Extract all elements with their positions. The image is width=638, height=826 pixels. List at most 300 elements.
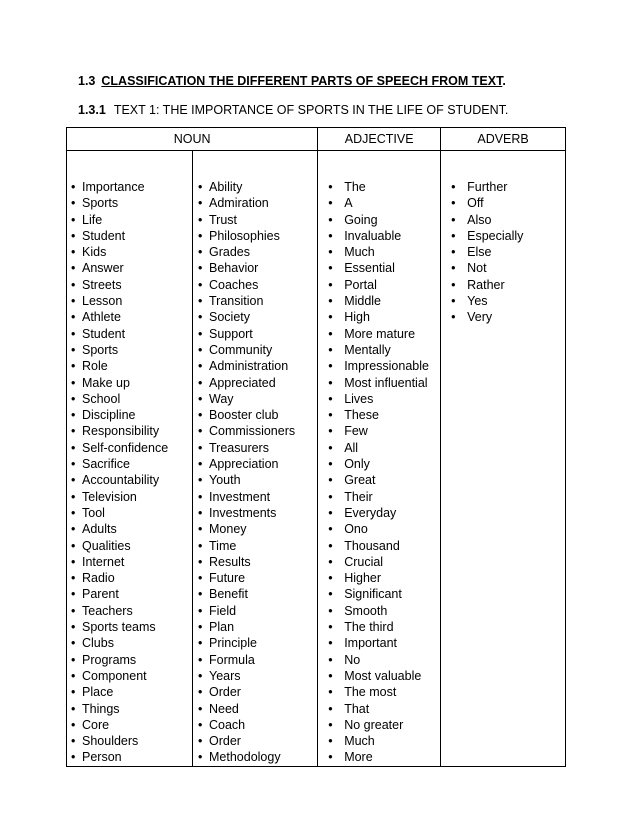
section-number: 1.3 xyxy=(78,74,96,88)
noun-item xyxy=(71,603,168,619)
noun-item-text: Order xyxy=(209,685,241,700)
bullet-icon: • xyxy=(328,277,333,292)
noun-item xyxy=(71,277,168,293)
noun-item-text: Kids xyxy=(82,245,107,260)
bullet-icon: • xyxy=(328,652,333,667)
noun-item-text: Administration xyxy=(209,359,289,374)
adjective-item xyxy=(328,538,440,554)
bullet-icon: • xyxy=(71,440,76,455)
adjective-item-text: These xyxy=(344,408,379,423)
noun-item xyxy=(198,179,295,195)
bullet-icon: • xyxy=(198,326,203,341)
noun-item xyxy=(198,652,295,668)
noun-item xyxy=(71,749,168,765)
noun-item xyxy=(198,358,295,374)
bullet-icon: • xyxy=(198,310,203,325)
adverb-item-text: Not xyxy=(467,261,487,276)
noun-item-text: Clubs xyxy=(82,636,114,651)
noun-item-text: Responsibility xyxy=(82,424,160,439)
bullet-icon: • xyxy=(328,440,333,455)
table-body-row xyxy=(67,151,566,767)
noun-list-1 xyxy=(71,179,168,766)
noun-item-text: Importance xyxy=(82,180,145,194)
bullet-icon: • xyxy=(71,620,76,635)
adjective-item-text: Middle xyxy=(344,294,382,309)
adjective-item xyxy=(328,619,440,635)
adjective-item xyxy=(328,603,440,619)
noun-item-text: Trust xyxy=(209,212,238,227)
adverb-item-text: Off xyxy=(467,196,484,211)
adjective-item xyxy=(328,375,440,391)
adjective-item xyxy=(328,358,440,374)
noun-item xyxy=(71,326,168,342)
noun-item xyxy=(198,701,295,717)
bullet-icon: • xyxy=(71,408,76,423)
bullet-icon: • xyxy=(71,668,76,683)
noun-item-text: Person xyxy=(82,750,122,765)
noun-item-text: Internet xyxy=(82,554,125,569)
noun-item-text: Appreciation xyxy=(209,457,279,472)
noun-item-text: Coach xyxy=(209,717,246,732)
parts-of-speech-table xyxy=(66,127,566,767)
header-adverb: ADVERB xyxy=(441,128,566,151)
bullet-icon: • xyxy=(198,457,203,472)
noun-item xyxy=(198,407,295,423)
noun-item-text: Years xyxy=(209,668,241,683)
noun-item xyxy=(198,391,295,407)
noun-item-text: Philosophies xyxy=(209,228,280,243)
adjective-item-text: Most influential xyxy=(344,375,428,390)
bullet-icon: • xyxy=(198,571,203,586)
noun-item-text: Athlete xyxy=(82,310,121,325)
noun-item-text: Component xyxy=(82,668,147,683)
section-title: CLASSIFICATION THE DIFFERENT PARTS OF SPEECH FROM TEXT xyxy=(101,74,503,88)
bullet-icon: • xyxy=(328,587,333,602)
bullet-icon: • xyxy=(71,603,76,618)
bullet-icon: • xyxy=(71,359,76,374)
noun-item-text: Community xyxy=(209,342,273,357)
noun-item xyxy=(198,277,295,293)
adjective-item-text: High xyxy=(344,310,370,325)
bullet-icon: • xyxy=(328,668,333,683)
noun-item-text: Self-confidence xyxy=(82,440,169,455)
noun-item-text: Sports teams xyxy=(82,620,156,635)
bullet-icon: • xyxy=(198,245,203,260)
bullet-icon: • xyxy=(328,620,333,635)
bullet-icon: • xyxy=(451,196,456,211)
adverb-cell xyxy=(441,151,566,767)
adjective-item xyxy=(328,228,440,244)
bullet-icon: • xyxy=(71,522,76,537)
adjective-item-text: Thousand xyxy=(344,538,400,553)
adverb-item-text: Especially xyxy=(467,228,524,243)
noun-item-text: Investments xyxy=(209,505,277,520)
bullet-icon: • xyxy=(198,294,203,309)
adverb-item xyxy=(451,212,565,228)
noun-item xyxy=(198,586,295,602)
bullet-icon: • xyxy=(198,505,203,520)
bullet-icon: • xyxy=(198,342,203,357)
noun-item xyxy=(71,701,168,717)
adjective-item xyxy=(328,195,440,211)
noun-item xyxy=(198,423,295,439)
bullet-icon: • xyxy=(71,489,76,504)
noun-item-text: Transition xyxy=(209,294,264,309)
bullet-icon: • xyxy=(71,636,76,651)
noun-item-text: Discipline xyxy=(82,408,136,423)
noun-item xyxy=(71,407,168,423)
header-noun: NOUN xyxy=(67,128,318,151)
noun-column-divider xyxy=(192,151,193,766)
bullet-icon: • xyxy=(198,701,203,716)
subsection-number: 1.3.1 xyxy=(78,103,106,117)
noun-item xyxy=(71,652,168,668)
bullet-icon: • xyxy=(328,261,333,276)
adverb-item-text: Further xyxy=(467,180,508,194)
bullet-icon: • xyxy=(198,734,203,749)
noun-item xyxy=(71,554,168,570)
bullet-icon: • xyxy=(71,277,76,292)
noun-item xyxy=(198,260,295,276)
noun-item xyxy=(198,342,295,358)
noun-item-text: Booster club xyxy=(209,408,279,423)
noun-item xyxy=(198,570,295,586)
adjective-item xyxy=(328,391,440,407)
bullet-icon: • xyxy=(328,212,333,227)
adjective-item xyxy=(328,733,440,749)
adverb-item xyxy=(451,309,565,325)
bullet-icon: • xyxy=(71,245,76,260)
noun-item xyxy=(198,472,295,488)
noun-item xyxy=(198,456,295,472)
bullet-icon: • xyxy=(71,652,76,667)
noun-item-text: Coaches xyxy=(209,277,259,292)
adjective-item-text: No xyxy=(344,652,361,667)
bullet-icon: • xyxy=(328,636,333,651)
bullet-icon: • xyxy=(198,359,203,374)
bullet-icon: • xyxy=(198,180,203,194)
bullet-icon: • xyxy=(328,375,333,390)
adjective-item-text: Most valuable xyxy=(344,668,422,683)
noun-item xyxy=(71,489,168,505)
bullet-icon: • xyxy=(71,212,76,227)
adjective-item-text: More mature xyxy=(344,326,416,341)
adverb-item-text: Rather xyxy=(467,277,505,292)
adjective-item-text: Portal xyxy=(344,277,377,292)
adjective-item xyxy=(328,342,440,358)
bullet-icon: • xyxy=(328,473,333,488)
adjective-item xyxy=(328,586,440,602)
noun-item-text: Qualities xyxy=(82,538,131,553)
adverb-item xyxy=(451,277,565,293)
noun-item xyxy=(71,244,168,260)
noun-item xyxy=(198,635,295,651)
bullet-icon: • xyxy=(71,554,76,569)
bullet-icon: • xyxy=(328,538,333,553)
adjective-item-text: The xyxy=(344,180,366,194)
bullet-icon: • xyxy=(328,750,333,765)
noun-item-text: Tool xyxy=(82,505,105,520)
adjective-item-text: No greater xyxy=(344,717,404,732)
noun-item-text: Field xyxy=(209,603,237,618)
noun-item xyxy=(198,244,295,260)
noun-item-text: Admiration xyxy=(209,196,269,211)
adjective-item-text: Going xyxy=(344,212,378,227)
bullet-icon: • xyxy=(198,261,203,276)
adjective-item-text: Significant xyxy=(344,587,402,602)
noun-item xyxy=(71,260,168,276)
bullet-icon: • xyxy=(328,408,333,423)
adverb-item xyxy=(451,195,565,211)
adjective-item xyxy=(328,749,440,765)
adjective-list xyxy=(318,179,440,766)
noun-list-2 xyxy=(198,179,295,766)
bullet-icon: • xyxy=(71,424,76,439)
noun-item-text: Ability xyxy=(209,180,243,194)
noun-item xyxy=(198,538,295,554)
noun-item xyxy=(71,586,168,602)
bullet-icon: • xyxy=(328,522,333,537)
bullet-icon: • xyxy=(198,636,203,651)
bullet-icon: • xyxy=(451,212,456,227)
bullet-icon: • xyxy=(328,489,333,504)
adjective-item-text: That xyxy=(344,701,370,716)
noun-item xyxy=(198,489,295,505)
noun-item xyxy=(198,309,295,325)
bullet-icon: • xyxy=(71,294,76,309)
noun-item-text: Radio xyxy=(82,571,115,586)
bullet-icon: • xyxy=(71,750,76,765)
bullet-icon: • xyxy=(451,277,456,292)
noun-item xyxy=(71,717,168,733)
noun-item xyxy=(71,195,168,211)
adjective-item xyxy=(328,423,440,439)
adjective-item xyxy=(328,309,440,325)
bullet-icon: • xyxy=(328,359,333,374)
adjective-item-text: Everyday xyxy=(344,505,397,520)
bullet-icon: • xyxy=(71,685,76,700)
bullet-icon: • xyxy=(328,180,333,194)
noun-item xyxy=(71,521,168,537)
noun-item-text: Sports xyxy=(82,196,119,211)
noun-item xyxy=(71,179,168,195)
adjective-item-text: Much xyxy=(344,734,375,749)
adjective-item-text: More xyxy=(344,750,373,765)
noun-item-text: Future xyxy=(209,571,246,586)
noun-item xyxy=(71,423,168,439)
bullet-icon: • xyxy=(198,554,203,569)
adjective-item xyxy=(328,293,440,309)
bullet-icon: • xyxy=(198,277,203,292)
noun-item xyxy=(71,456,168,472)
noun-item xyxy=(71,293,168,309)
noun-item-text: Time xyxy=(209,538,237,553)
noun-item-text: Results xyxy=(209,554,251,569)
adjective-item xyxy=(328,554,440,570)
bullet-icon: • xyxy=(198,652,203,667)
noun-item-text: Money xyxy=(209,522,247,537)
adjective-item xyxy=(328,652,440,668)
adjective-item xyxy=(328,505,440,521)
noun-item-text: Appreciated xyxy=(209,375,276,390)
adjective-item xyxy=(328,212,440,228)
adjective-item-text: Few xyxy=(344,424,368,439)
adjective-item-text: Their xyxy=(344,489,373,504)
noun-item xyxy=(71,440,168,456)
noun-item-text: Programs xyxy=(82,652,137,667)
noun-item xyxy=(198,619,295,635)
noun-item xyxy=(71,358,168,374)
bullet-icon: • xyxy=(198,685,203,700)
noun-item-text: Support xyxy=(209,326,253,341)
noun-item-text: Answer xyxy=(82,261,124,276)
bullet-icon: • xyxy=(71,457,76,472)
bullet-icon: • xyxy=(71,505,76,520)
noun-item xyxy=(198,749,295,765)
adjective-item-text: Essential xyxy=(344,261,395,276)
bullet-icon: • xyxy=(198,717,203,732)
bullet-icon: • xyxy=(71,473,76,488)
bullet-icon: • xyxy=(198,424,203,439)
bullet-icon: • xyxy=(328,685,333,700)
noun-item xyxy=(198,326,295,342)
adjective-item-text: Higher xyxy=(344,571,382,586)
bullet-icon: • xyxy=(71,326,76,341)
adjective-item-text: A xyxy=(344,196,353,211)
noun-item-text: Life xyxy=(82,212,103,227)
noun-item-text: Lesson xyxy=(82,294,123,309)
bullet-icon: • xyxy=(328,342,333,357)
adverb-item-text: Very xyxy=(467,310,493,325)
bullet-icon: • xyxy=(198,391,203,406)
noun-item-text: Order xyxy=(209,734,241,749)
noun-item xyxy=(71,391,168,407)
adverb-item-text: Also xyxy=(467,212,492,227)
noun-item-text: Streets xyxy=(82,277,122,292)
header-adjective: ADJECTIVE xyxy=(318,128,441,151)
noun-item xyxy=(71,228,168,244)
bullet-icon: • xyxy=(198,440,203,455)
noun-item xyxy=(71,684,168,700)
bullet-icon: • xyxy=(328,310,333,325)
noun-item xyxy=(71,505,168,521)
noun-item xyxy=(71,733,168,749)
bullet-icon: • xyxy=(71,261,76,276)
noun-item-text: Sacrifice xyxy=(82,457,130,472)
adjective-item-text: Ono xyxy=(344,522,368,537)
bullet-icon: • xyxy=(451,180,456,194)
noun-item-text: Place xyxy=(82,685,114,700)
bullet-icon: • xyxy=(451,294,456,309)
bullet-icon: • xyxy=(198,196,203,211)
adjective-item xyxy=(328,179,440,195)
bullet-icon: • xyxy=(328,554,333,569)
noun-item-text: Role xyxy=(82,359,108,374)
bullet-icon: • xyxy=(71,196,76,211)
adjective-item-text: Mentally xyxy=(344,342,391,357)
noun-item-text: Benefit xyxy=(209,587,248,602)
adjective-item xyxy=(328,244,440,260)
noun-item xyxy=(71,538,168,554)
bullet-icon: • xyxy=(328,196,333,211)
noun-item-text: Investment xyxy=(209,489,271,504)
bullet-icon: • xyxy=(198,603,203,618)
adjective-item xyxy=(328,456,440,472)
adjective-item xyxy=(328,701,440,717)
adjective-item-text: Impressionable xyxy=(344,359,429,374)
noun-item xyxy=(71,668,168,684)
noun-item-text: Adults xyxy=(82,522,117,537)
noun-item xyxy=(198,733,295,749)
bullet-icon: • xyxy=(71,587,76,602)
bullet-icon: • xyxy=(198,473,203,488)
noun-item xyxy=(71,212,168,228)
adverb-item xyxy=(451,228,565,244)
bullet-icon: • xyxy=(71,571,76,586)
adverb-list xyxy=(441,179,565,326)
adjective-item xyxy=(328,260,440,276)
noun-item xyxy=(198,521,295,537)
noun-item-text: Society xyxy=(209,310,250,325)
bullet-icon: • xyxy=(198,587,203,602)
bullet-icon: • xyxy=(198,408,203,423)
noun-item xyxy=(71,570,168,586)
noun-item xyxy=(198,554,295,570)
noun-item-text: Commissioners xyxy=(209,424,296,439)
noun-cell xyxy=(67,151,318,767)
noun-item xyxy=(71,342,168,358)
bullet-icon: • xyxy=(198,668,203,683)
bullet-icon: • xyxy=(71,538,76,553)
noun-item-text: Methodology xyxy=(209,750,281,765)
bullet-icon: • xyxy=(328,717,333,732)
noun-item xyxy=(198,195,295,211)
adjective-item-text: Much xyxy=(344,245,375,260)
bullet-icon: • xyxy=(71,375,76,390)
noun-item-text: Treasurers xyxy=(209,440,269,455)
adjective-item-text: All xyxy=(344,440,359,455)
noun-item xyxy=(71,472,168,488)
bullet-icon: • xyxy=(328,603,333,618)
noun-item-text: Things xyxy=(82,701,120,716)
subsection-heading xyxy=(78,103,508,117)
bullet-icon: • xyxy=(198,228,203,243)
noun-item-text: Grades xyxy=(209,245,250,260)
noun-item-text: Youth xyxy=(209,473,241,488)
adjective-item-text: Crucial xyxy=(344,554,384,569)
adverb-item xyxy=(451,260,565,276)
adjective-cell xyxy=(318,151,441,767)
bullet-icon: • xyxy=(198,212,203,227)
noun-item xyxy=(198,717,295,733)
adjective-item xyxy=(328,668,440,684)
adjective-item xyxy=(328,684,440,700)
adjective-item-text: Great xyxy=(344,473,376,488)
adjective-item xyxy=(328,407,440,423)
bullet-icon: • xyxy=(198,538,203,553)
noun-item-text: Student xyxy=(82,326,126,341)
bullet-icon: • xyxy=(328,734,333,749)
noun-item xyxy=(71,375,168,391)
subsection-title: TEXT 1: THE IMPORTANCE OF SPORTS IN THE LIFE OF STUDENT. xyxy=(113,103,509,117)
bullet-icon: • xyxy=(328,391,333,406)
bullet-icon: • xyxy=(71,701,76,716)
noun-item-text: Parent xyxy=(82,587,119,602)
noun-item-text: Teachers xyxy=(82,603,133,618)
adverb-item-text: Yes xyxy=(467,294,488,309)
adverb-item xyxy=(451,293,565,309)
adjective-item-text: Important xyxy=(344,636,397,651)
